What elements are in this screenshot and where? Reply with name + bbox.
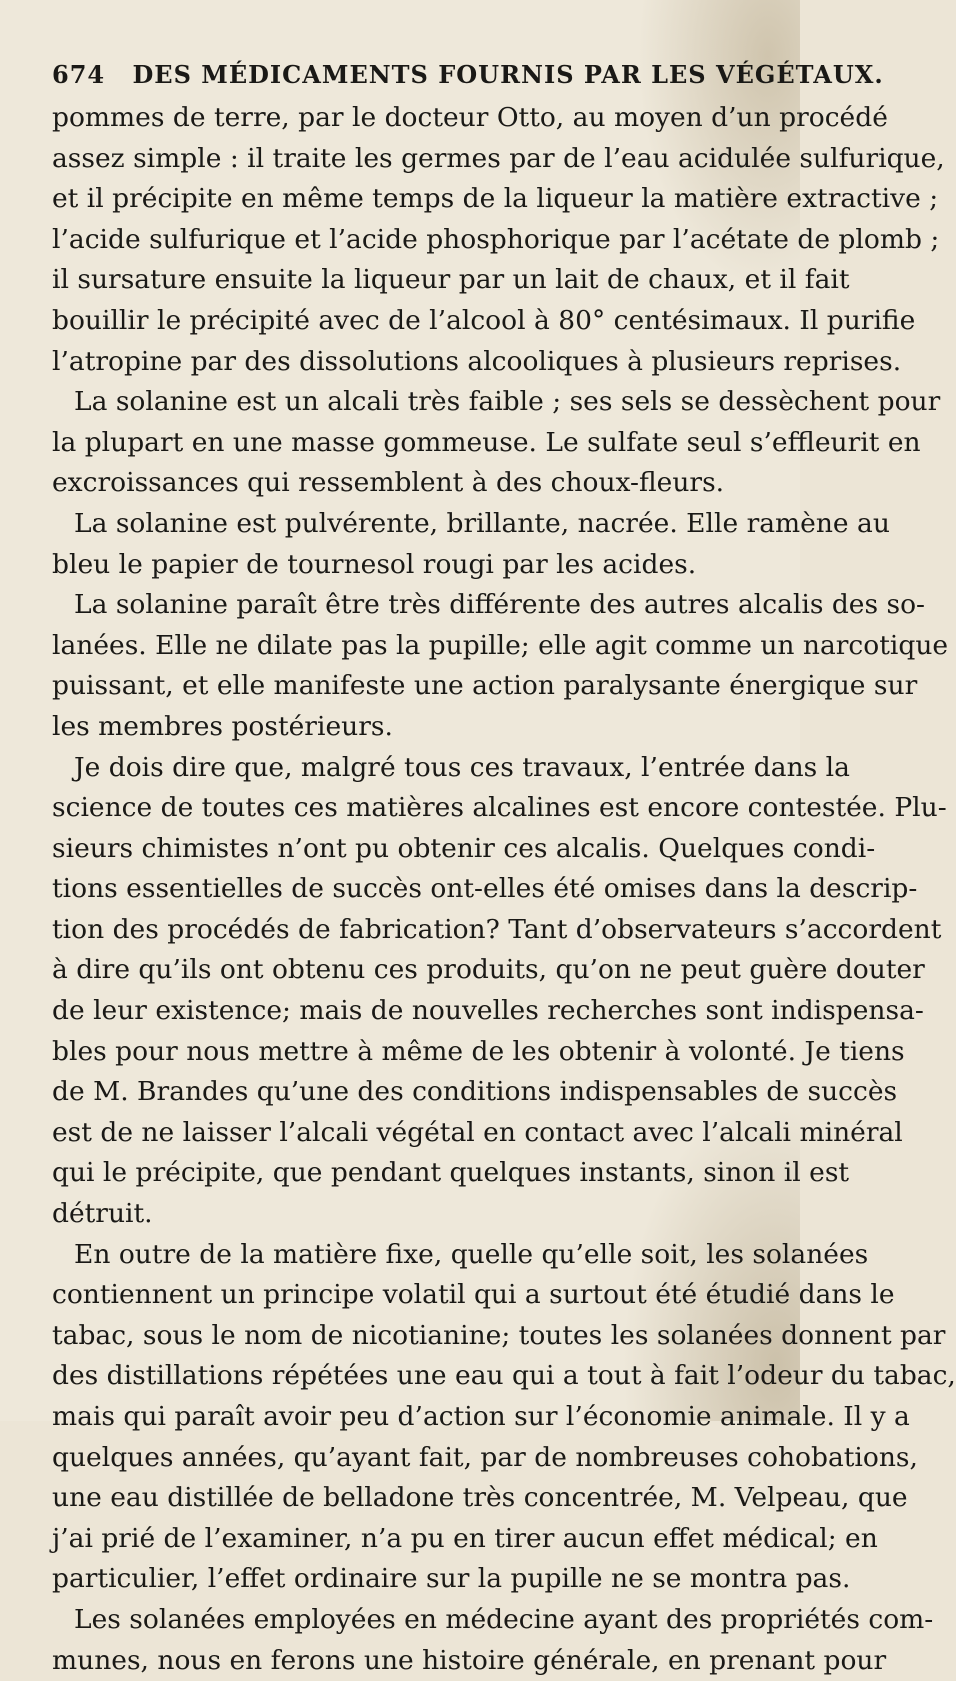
text-line: En outre de la matière fixe, quelle qu’elle soit, les solanées xyxy=(74,1238,869,1270)
text-line: La solanine est un alcali très faible ; ses sels se dessèchent pour xyxy=(74,386,941,418)
text-line: sieurs chimistes n’ont pu obtenir ces alcalis. Quelques condi- xyxy=(52,832,876,864)
text-line: l’atropine par des dissolutions alcooliques à plusieurs reprises. xyxy=(52,345,902,377)
text-line: science de toutes ces matières alcalines est encore contestée. Plu- xyxy=(52,792,947,824)
text-line: de leur existence; mais de nouvelles recherches sont indispensa- xyxy=(52,995,924,1027)
text-line: détruit. xyxy=(52,1198,153,1230)
text-line: il sursature ensuite la liqueur par un lait de chaux, et il fait xyxy=(52,264,850,296)
text-line: Je dois dire que, malgré tous ces travaux, l’entrée dans la xyxy=(74,751,850,783)
text-line: mais qui paraît avoir peu d’action sur l’économie animale. Il y a xyxy=(52,1401,910,1432)
text-line: bouillir le précipité avec de l’alcool à 80° centésimaux. Il purifie xyxy=(52,304,916,336)
text-line: des distillations répétées une eau qui a tout à fait l’odeur du tabac, xyxy=(52,1360,956,1392)
text-line: de M. Brandes qu’une des conditions indispensables de succès xyxy=(52,1076,898,1108)
text-line: bles pour nous mettre à même de les obtenir à volonté. Je tiens xyxy=(52,1035,905,1067)
text-line: est de ne laisser l’alcali végétal en contact avec l’alcali minéral xyxy=(52,1116,903,1148)
running-head xyxy=(52,58,884,92)
page-text-block xyxy=(52,58,956,1681)
text-line: puissant, et elle manifeste une action paralysante énergique sur xyxy=(52,670,918,702)
text-line: à dire qu’ils ont obtenu ces produits, qu’on ne peut guère douter xyxy=(52,954,925,986)
text-line: tion des procédés de fabrication? Tant d’observateurs s’accordent xyxy=(52,913,942,945)
text-line: La solanine est pulvérente, brillante, nacrée. Elle ramène au xyxy=(74,507,890,539)
text-line: et il précipite en même temps de la liqueur la matière extractive ; xyxy=(52,183,939,215)
text-line: assez simple : il traite les germes par de l’eau acidulée sulfurique, xyxy=(52,142,945,174)
text-line: munes, nous en ferons une histoire générale, en prenant pour xyxy=(52,1644,887,1676)
text-line: l’acide sulfurique et l’acide phosphorique par l’acétate de plomb ; xyxy=(52,223,940,255)
text-line: excroissances qui ressemblent à des choux-fleurs. xyxy=(52,467,725,499)
text-line: tions essentielles de succès ont-elles été omises dans la descrip- xyxy=(52,873,918,905)
text-line: pommes de terre, par le docteur Otto, au moyen d’un procédé xyxy=(52,102,888,133)
text-line: qui le précipite, que pendant quelques instants, sinon il est xyxy=(52,1157,850,1189)
page-number: 674 xyxy=(52,60,106,89)
text-line: j’ai prié de l’examiner, n’a pu en tirer aucun effet médical; en xyxy=(52,1522,878,1554)
text-line: lanées. Elle ne dilate pas la pupille; elle agit comme un narcotique xyxy=(52,629,949,661)
text-line: contiennent un principe volatil qui a surtout été étudié dans le xyxy=(52,1279,895,1311)
text-line: Les solanées employées en médecine ayant des propriétés com- xyxy=(74,1603,934,1635)
text-line: une eau distillée de belladone très concentrée, M. Velpeau, que xyxy=(52,1482,908,1514)
text-line: quelques années, qu’ayant fait, par de nombreuses cohobations, xyxy=(52,1441,918,1473)
text-line: particulier, l’effet ordinaire sur la pupille ne se montra pas. xyxy=(52,1563,851,1595)
text-line: les membres postérieurs. xyxy=(52,710,393,742)
text-line: bleu le papier de tournesol rougi par les acides. xyxy=(52,548,697,580)
text-line: tabac, sous le nom de nicotianine; toutes les solanées donnent par xyxy=(52,1319,946,1351)
text-line: La solanine paraît être très différente des autres alcalis des so- xyxy=(74,589,926,621)
running-title: DES MÉDICAMENTS FOURNIS PAR LES VÉGÉTAUX. xyxy=(132,60,884,89)
text-line: la plupart en une masse gommeuse. Le sulfate seul s’effleurit en xyxy=(52,426,921,458)
